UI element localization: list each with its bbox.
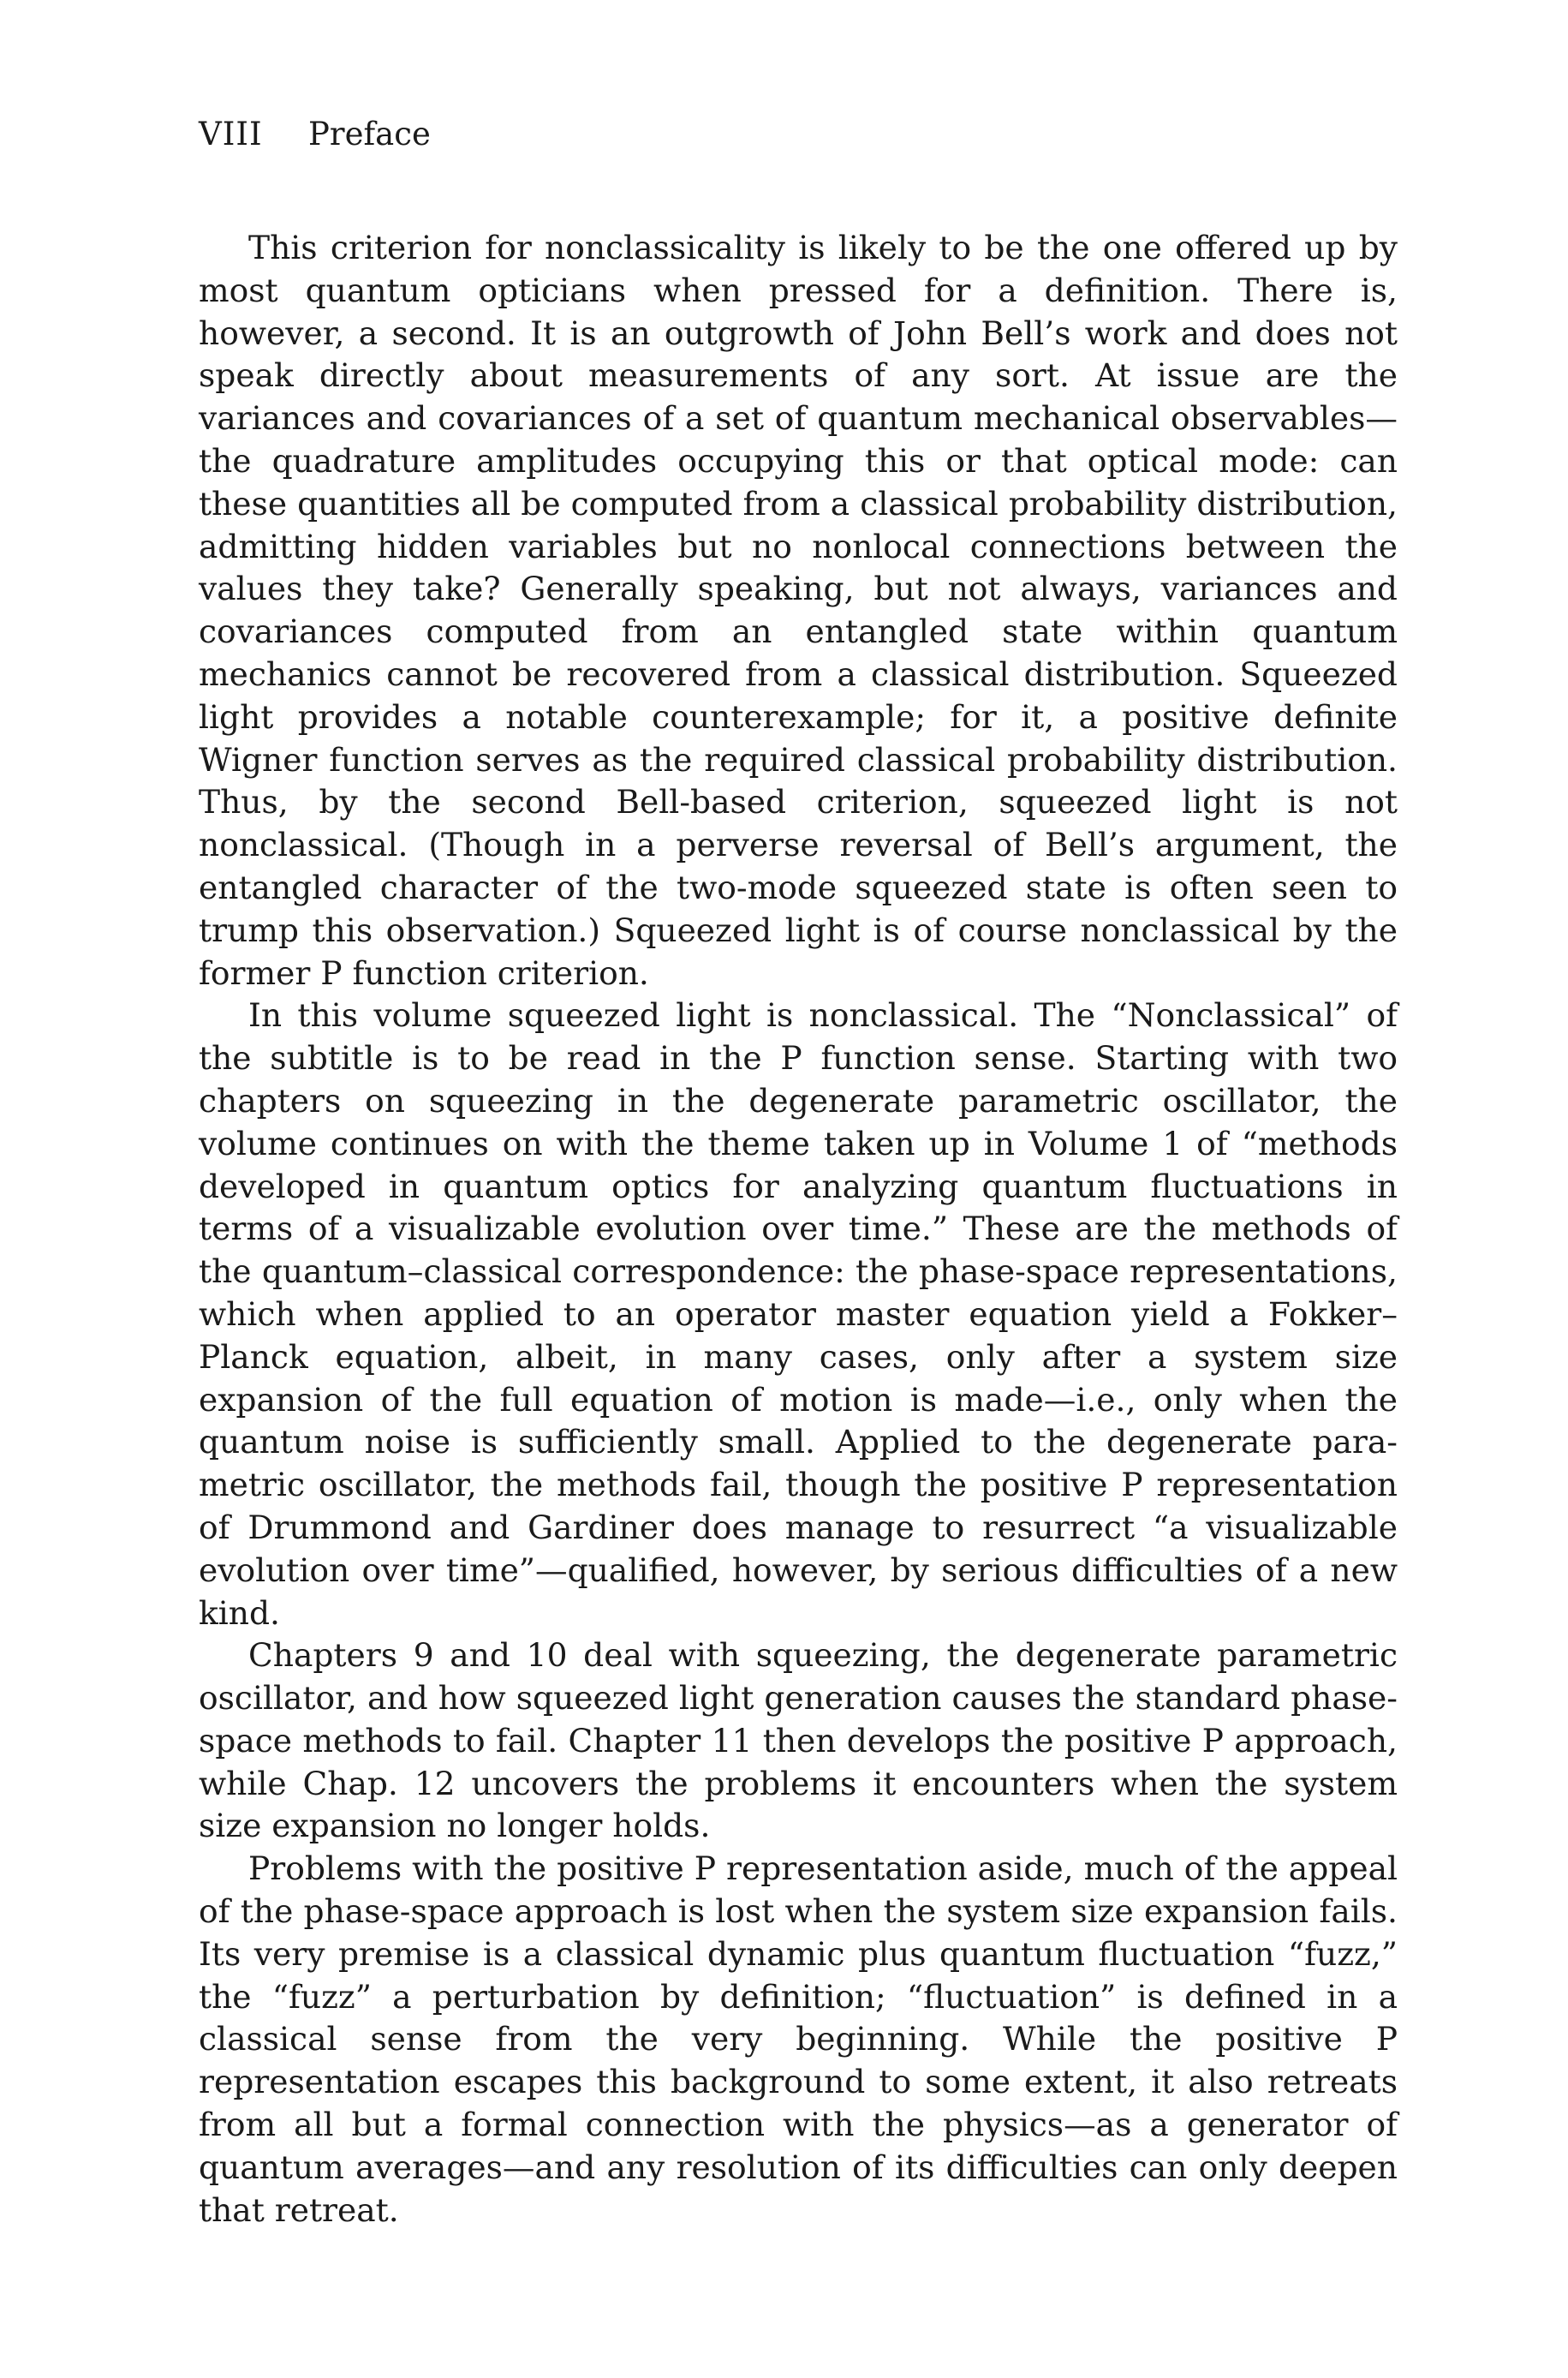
paragraph-3: Chapters 9 and 10 deal with squeezing, the degenerate parametric oscillator, and how squeezed light generation causes the standard phase-space methods to fail. Chapter 11 then develops the positive P approach, while Chap. 12 uncovers the problems it encounters when the system size expansion no longer holds.	[199, 1636, 1398, 1845]
paragraph-4: Problems with the positive P representation aside, much of the appeal of the phase-space approach is lost when the system size expansion fails. Its very premise is a classical dynamic plus quantum fluctuation “fuzz,” the “fuzz” a perturbation by definition; “fluctuation” is defined in a classical sense from the very beginning. While the positive P representation escapes this background to some extent, it also retreats from all but a formal connection with the physics—as a generator of quantum averages—and any resolution of its difficulties can only deepen that retreat.	[199, 1849, 1398, 2229]
section-title: Preface	[308, 116, 431, 152]
body-text	[199, 227, 1398, 2232]
page-number: VIII	[199, 116, 263, 152]
running-head	[199, 113, 431, 156]
paragraph-2: In this volume squeezed light is nonclassical. The “Nonclassical” of the subtitle is to be read in the P function sense. Starting with two chapters on squeezing in the degenerate parametric oscillator, the volume continues on with the theme taken up in Volume 1 of “methods developed in quantum optics for analyzing quantum fluctuations in terms of a visualizable evolution over time.” These are the methods of the quantum–classical correspondence: the phase-space representations, which when applied to an operator master equation yield a Fokker–Planck equation, albeit, in many cases, only after a system size expansion of the full equation of motion is made—i.e., only when the quantum noise is sufficiently small. Applied to the degenerate parametric oscillator, the methods fail, though the positive P representation of Drummond and Gardiner does manage to resurrect “a visualizable evolution over time”—qualified, however, by serious difficulties of a new kind.	[199, 996, 1398, 1632]
paragraph-1: This criterion for nonclassicality is likely to be the one offered up by most quantum opticians when pressed for a definition. There is, however, a second. It is an outgrowth of John Bell’s work and does not speak directly about measurements of any sort. At issue are the variances and covariances of a set of quantum mechanical observables—the quadrature amplitudes occupying this or that optical mode: can these quantities all be computed from a classical probability distribution, admitting hidden variables but no nonlocal connections between the values they take? Generally speaking, but not always, variances and covariances computed from an entangled state within quantum mechanics cannot be recovered from a classical distribution. Squeezed light provides a notable counterexample; for it, a positive definite Wigner function serves as the required classical probability distribution. Thus, by the second Bell-based criterion, squeezed light is not nonclassical. (Though in a perverse reversal of Bell’s argument, the entangled character of the two-mode squeezed state is often seen to trump this observation.) Squeezed light is of course nonclassical by the former P function criterion.	[199, 229, 1398, 992]
